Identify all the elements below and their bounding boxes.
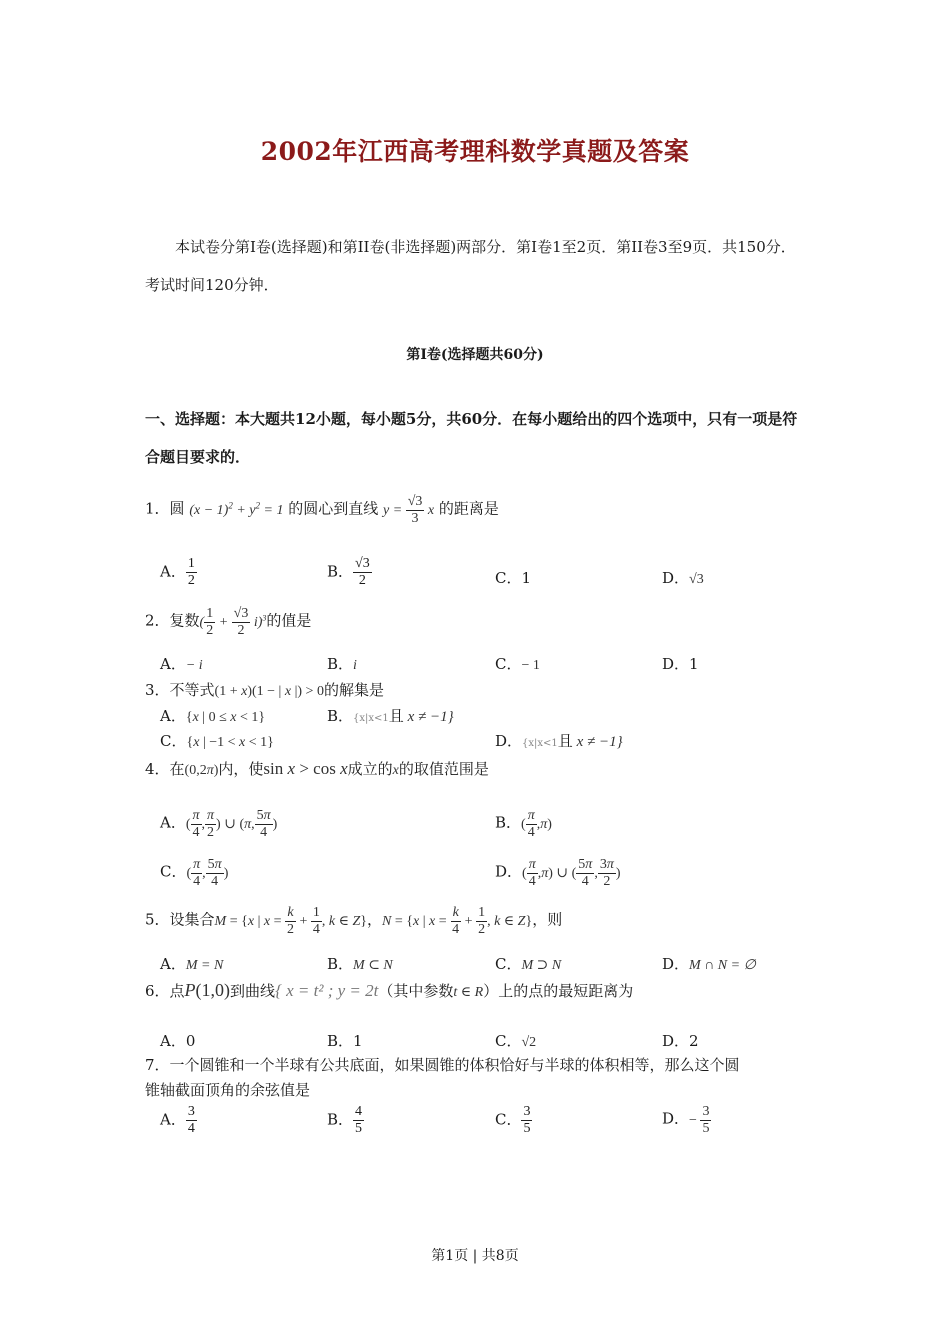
q4-a-label: A． xyxy=(160,813,186,832)
q4-lead: 4．在 xyxy=(145,760,185,778)
q1-option-a xyxy=(160,556,197,589)
q3-inequality: (1 + x)(1 − | x |) > 0 xyxy=(214,684,324,699)
q6-option-c xyxy=(495,1030,536,1051)
q2-expression: ( $\frac{1}{2}$ + $\frac{√3}{2}$ i)$^3$ xyxy=(199,606,267,638)
q3-option-d xyxy=(495,730,623,751)
q1-b-label: B． xyxy=(327,562,354,581)
q4-option-c xyxy=(160,857,228,890)
q6-option-d: D．2 xyxy=(662,1032,699,1050)
q5-d-label: D． xyxy=(662,955,690,973)
q1-lead: 1．圆 xyxy=(145,499,185,518)
question-3 xyxy=(145,679,384,700)
intro-paragraph: 本试卷分第I卷(选择题)和第II卷(非选择题)两部分．第I卷1至2页．第II卷3至9页．共150分．考试时间120分钟． xyxy=(145,238,796,294)
q1-tail: 的距离是 xyxy=(438,499,499,518)
q4-a-value: ( $\frac{\pi}{4}$ , $\frac{\pi}{2}$ ) ∪ (π, $\frac{5\pi}{4}$ ) xyxy=(185,808,278,840)
q5-option-a xyxy=(160,953,223,974)
q4-mid1: 内，使 xyxy=(218,760,264,778)
q1-d-value: √3 xyxy=(689,572,704,587)
q2-option-d: D．1 xyxy=(662,655,699,673)
q5-a-label: A． xyxy=(160,955,186,973)
q3-option-a xyxy=(160,705,265,726)
page-footer: 第1页 | 共8页 xyxy=(431,1248,519,1264)
q4-var: x xyxy=(392,763,399,778)
q6-mid: 到曲线 xyxy=(230,982,276,1000)
q3-b-and: 且 xyxy=(388,707,404,725)
q2-a-value: − i xyxy=(185,658,203,673)
q5-sep: ， xyxy=(367,910,383,929)
question-5 xyxy=(145,905,562,938)
q1-line-equation: y = $\frac{√3}{3}$ x xyxy=(383,494,435,526)
q3-option-c xyxy=(160,730,274,751)
question-4 xyxy=(145,758,489,779)
question-6 xyxy=(145,980,633,1001)
q6-tail: ）上的点的最短距离为 xyxy=(483,982,634,1000)
section1-instructions: 一、选择题：本大题共12小题，每小题5分，共60分．在每小题给出的四个选项中，只有一项是符合题目要求的． xyxy=(145,410,798,466)
part1-heading: 第I卷(选择题共60分) xyxy=(406,347,544,363)
q5-tail: ，则 xyxy=(532,910,563,929)
q5-set-m: M = {x | x = $\frac{k}{2}$ + $\frac{1}{4}$ , k ∈ Z} xyxy=(214,905,368,937)
q3-d-label: D． xyxy=(495,732,523,750)
q5-option-d xyxy=(662,953,756,974)
q5-option-c xyxy=(495,953,561,974)
q4-option-a xyxy=(160,808,277,841)
q3-d-and: 且 xyxy=(557,732,573,750)
q6-param-domain: t ∈ R xyxy=(453,985,484,1000)
q4-b-label: B． xyxy=(495,813,522,832)
question-1 xyxy=(145,494,499,527)
q5-a-value: M = N xyxy=(185,958,224,973)
q4-d-label: D． xyxy=(495,862,523,881)
q5-option-b xyxy=(327,953,393,974)
q7-a-value: $\frac{3}{4}$ xyxy=(187,1104,195,1136)
q7-option-d xyxy=(662,1104,711,1137)
q3-d-faint-glyph: {x|x<1 xyxy=(522,738,558,749)
q1-a-label: A． xyxy=(160,562,186,581)
q3-a-label: A． xyxy=(160,707,186,725)
q4-interval: (0,2π) xyxy=(184,763,219,778)
q2-b-label: B． xyxy=(327,655,354,673)
q6-option-a: A．0 xyxy=(160,1032,196,1050)
q2-a-label: A． xyxy=(160,655,186,673)
q3-lead: 3．不等式 xyxy=(145,681,215,699)
q7-line-1: 7．一个圆锥和一个半球有公共底面，如果圆锥的体积恰好与半球的体积相等，那么这个圆 xyxy=(145,1056,740,1074)
q5-b-label: B． xyxy=(327,955,354,973)
q2-c-label: C． xyxy=(495,655,522,673)
q2-c-value: − 1 xyxy=(521,658,540,673)
q3-tail: 的解集是 xyxy=(323,681,384,699)
q7-a-label: A． xyxy=(160,1110,186,1129)
q2-tail: 的值是 xyxy=(266,611,312,630)
q4-option-b xyxy=(495,808,552,841)
q2-option-c xyxy=(495,653,540,674)
q1-option-c: C．1 xyxy=(495,569,532,587)
q6-curve-param: { x = t² ; y = 2t xyxy=(275,981,379,1000)
q4-c-label: C． xyxy=(160,862,187,881)
q1-d-label: D． xyxy=(662,569,690,587)
q6-c-value: √2 xyxy=(521,1035,537,1050)
q7-option-b xyxy=(327,1104,364,1137)
q5-lead: 5．设集合 xyxy=(145,910,215,929)
q4-c-value: ( $\frac{\pi}{4}$ , $\frac{5\pi}{4}$ ) xyxy=(186,857,229,889)
q3-b-label: B． xyxy=(327,707,354,725)
q5-d-value: M ∩ N = ∅ xyxy=(689,958,756,973)
q3-c-label: C． xyxy=(160,732,187,750)
q4-tail: 的取值范围是 xyxy=(398,760,489,778)
q1-b-value: $\frac{√3}{2}$ xyxy=(355,556,370,588)
q3-c-value: {x | −1 < x < 1} xyxy=(186,735,274,750)
q1-a-value: $\frac{1}{2}$ xyxy=(187,556,195,588)
q6-paren: （其中参数 xyxy=(378,982,454,1000)
q2-option-a xyxy=(160,653,203,674)
q7-c-value: $\frac{3}{5}$ xyxy=(523,1104,531,1136)
q5-c-value: M ⊃ N xyxy=(521,958,562,973)
q5-set-n: N = {x | x = $\frac{k}{4}$ + $\frac{1}{2}$ , k ∈ Z} xyxy=(382,905,533,937)
q1-option-b xyxy=(327,556,372,589)
q4-option-d xyxy=(495,857,621,890)
q1-mid: 的圆心到直线 xyxy=(288,499,379,518)
q3-b-faint-glyph: {x|x<1 xyxy=(353,713,389,724)
q3-d-value: x ≠ −1} xyxy=(572,734,623,750)
q4-b-value: ( $\frac{\pi}{4}$ ,π) xyxy=(521,808,552,840)
q2-b-value: i xyxy=(353,658,357,673)
q7-option-a xyxy=(160,1104,197,1137)
q5-c-label: C． xyxy=(495,955,522,973)
q3-a-value: {x | 0 ≤ x < 1} xyxy=(185,710,266,725)
q1-option-d xyxy=(662,567,704,588)
q4-d-value: ( $\frac{\pi}{4}$ ,π) ∪ ( $\frac{5\pi}{4}$ , $\frac{3\pi}{2}$ ) xyxy=(522,857,621,889)
q4-condition: sin x > cos x xyxy=(263,759,348,778)
q1-circle-equation: $(x - 1)^2 + y^2 = 1$ xyxy=(189,500,284,518)
q7-d-label: D． xyxy=(662,1109,690,1128)
question-2 xyxy=(145,606,311,639)
q2-lead: 2．复数 xyxy=(145,611,200,630)
q7-option-c xyxy=(495,1104,532,1137)
q7-line-2: 锥轴截面顶角的余弦值是 xyxy=(145,1081,311,1099)
q3-option-b xyxy=(327,705,454,726)
q5-b-value: M ⊂ N xyxy=(353,958,393,973)
q7-d-value: − $\frac{3}{5}$ xyxy=(689,1104,710,1136)
q7-c-label: C． xyxy=(495,1110,522,1129)
page-title: 2002年江西高考理科数学真题及答案 xyxy=(260,137,690,166)
q7-b-label: B． xyxy=(327,1110,354,1129)
q6-lead: 6．点 xyxy=(145,982,185,1000)
q7-b-value: $\frac{4}{5}$ xyxy=(355,1104,363,1136)
q6-point: P(1,0) xyxy=(184,980,231,1000)
q6-option-b: B．1 xyxy=(327,1032,363,1050)
q4-mid2: 成立的 xyxy=(347,760,393,778)
q2-option-b xyxy=(327,653,357,674)
q6-c-label: C． xyxy=(495,1032,522,1050)
q3-b-value: x ≠ −1} xyxy=(403,709,454,725)
